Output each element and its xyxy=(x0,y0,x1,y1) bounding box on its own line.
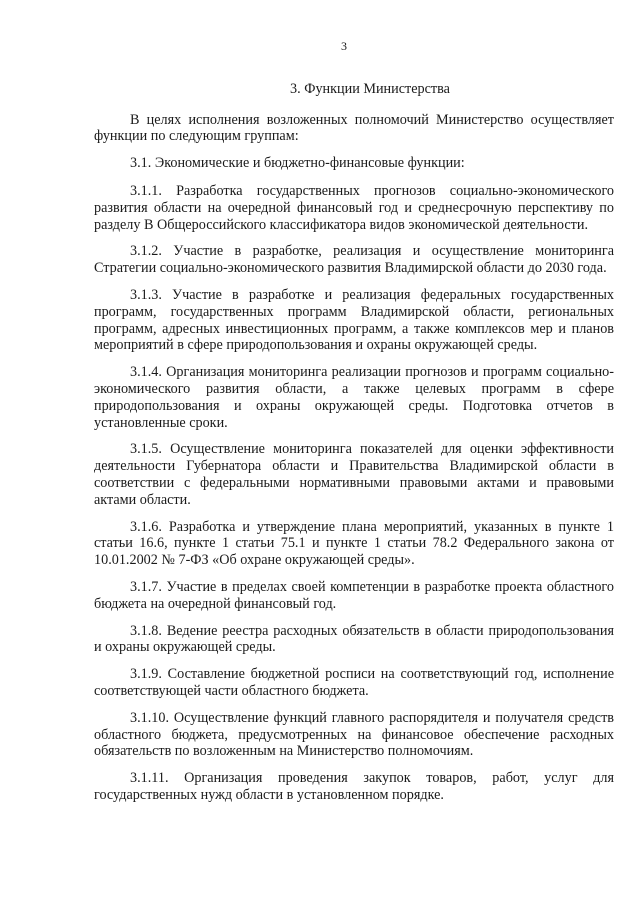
intro-paragraph: В целях исполнения возложенных полномочий Министерство осуществляет функции по следующим группам: xyxy=(94,111,614,145)
section-heading: 3. Функции Министерства xyxy=(290,80,450,97)
item-3-1-6: 3.1.6. Разработка и утверждение плана мероприятий, указанных в пункте 1 статьи 16.6, пункте 1 статьи 75.1 и пункте 1 статьи 78.2 Федерального закона от 10.01.2002 № 7-ФЗ «Об охране окружающей среды». xyxy=(94,518,614,569)
item-3-1-4: 3.1.4. Организация мониторинга реализации прогнозов и программ социально-экономического развития области, а также целевых программ в сфере природопользования и охраны окружающей среды. Подготовка отчетов в установленные сроки. xyxy=(94,364,614,431)
page-number: 3 xyxy=(341,39,347,53)
item-3-1-11: 3.1.11. Организация проведения закупок товаров, работ, услуг для государственных нужд области в установленном порядке. xyxy=(94,770,614,803)
item-3-1-9: 3.1.9. Составление бюджетной росписи на соответствующий год, исполнение соответствующей части областного бюджета. xyxy=(94,666,614,699)
item-3-1-3: 3.1.3. Участие в разработке и реализация федеральных государственных программ, государственных программ Владимирской области, региональных программ, адресных инвестиционных программ, а также комплексов мер и планов мероприятий в сфере природопользования и охраны окружающей среды. xyxy=(94,286,614,354)
item-3-1-7: 3.1.7. Участие в пределах своей компетенции в разработке проекта областного бюджета на очередной финансовый год. xyxy=(94,578,614,612)
item-3-1-8: 3.1.8. Ведение реестра расходных обязательств в области природопользования и охраны окружающей среды. xyxy=(94,622,614,656)
item-3-1-2: 3.1.2. Участие в разработке, реализация и осуществление мониторинга Стратегии социально-экономического развития Владимирской области до 2030 года. xyxy=(94,243,614,277)
item-3-1-1: 3.1.1. Разработка государственных прогнозов социально-экономического развития области на очередной финансовый год и среднесрочную перспективу по разделу В Общероссийского классификатора видов экономической деятельности. xyxy=(94,182,614,233)
item-3-1-10: 3.1.10. Осуществление функций главного распорядителя и получателя средств областного бюджета, предусмотренных на финансовое обеспечение расходных обязательств по возложенным на Министерство полномочиям. xyxy=(94,709,614,760)
item-3-1-5: 3.1.5. Осуществление мониторинга показателей для оценки эффективности деятельности Губернатора области и Правительства Владимирской области в соответствии с федеральными нормативными правовыми актами и правовыми актами области. xyxy=(94,441,614,508)
subsection-heading: 3.1. Экономические и бюджетно-финансовые функции: xyxy=(130,155,465,172)
